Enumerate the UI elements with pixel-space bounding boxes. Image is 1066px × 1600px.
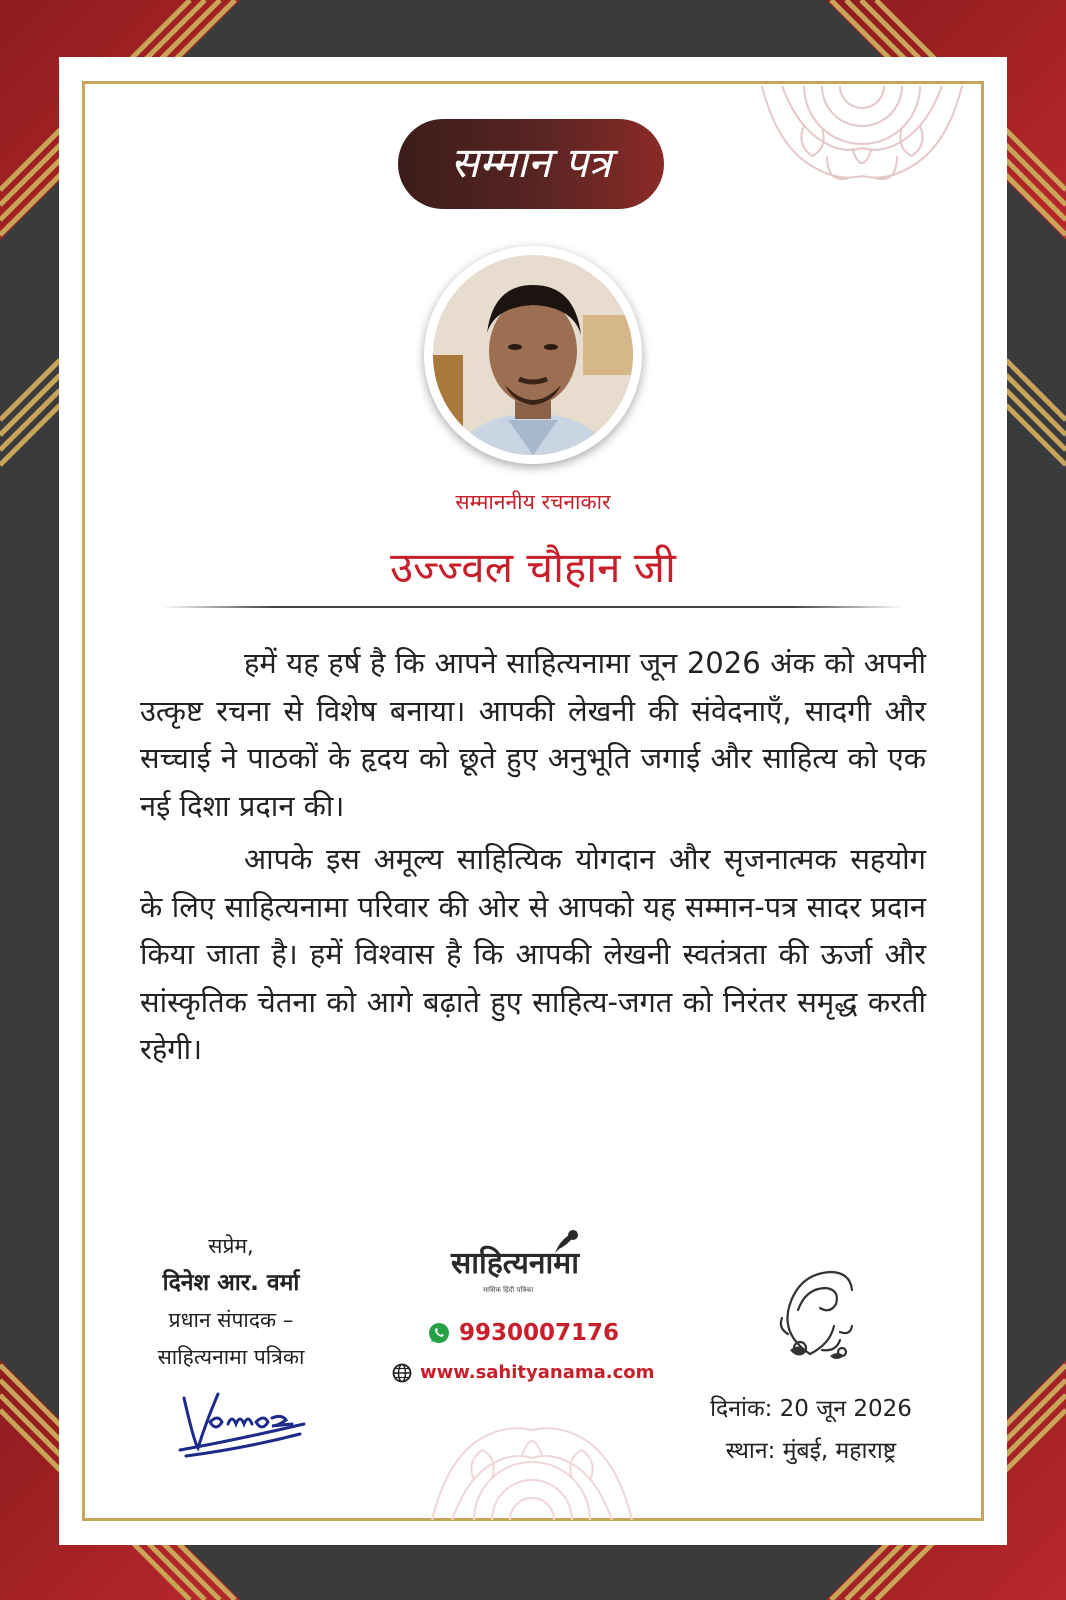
place-text: स्थान: मुंबई, महाराष्ट्र (725, 1438, 897, 1464)
whatsapp-icon (428, 1322, 450, 1344)
website-link[interactable] (392, 1362, 654, 1383)
mandala-icon (742, 86, 982, 206)
signatory-name: दिनेश आर. वर्मा (162, 1270, 300, 1296)
honoree-name: उज्ज्वल चौहान जी (390, 543, 676, 592)
logo-text: साहित्यनामा (451, 1246, 579, 1281)
date-place-block (686, 1388, 936, 1472)
paragraph: हमें यह हर्ष है कि आपने साहित्यनामा जून 2026 अंक को अपनी उत्कृष्ट रचना से विशेष बनाया। आपकी लेखनी की संवेदनाएँ, सादगी और सच्चाई ने पाठकों के हृदय को छूते हुए अनुभूति जगाई और साहित्य को एक नई दिशा प्रदान की। (140, 646, 926, 823)
certificate-title: सम्मान पत्र (398, 119, 664, 209)
logo-tagline: मासिक हिंदी पत्रिका (483, 1286, 534, 1294)
divider-line (162, 606, 904, 608)
mandala-icon (422, 1398, 642, 1520)
certificate-body (140, 640, 926, 1080)
salutation: सप्रेम, (208, 1234, 254, 1258)
sahityanama-logo (443, 1231, 595, 1301)
signatory-designation: प्रधान संपादक – (168, 1308, 294, 1332)
handwritten-signature (176, 1382, 310, 1462)
honoree-photo-frame (424, 246, 642, 464)
honor-subtitle: सम्माननीय रचनाकार (455, 490, 611, 514)
phone-contact[interactable] (428, 1320, 619, 1346)
date-text: दिनांक: 20 जून 2026 (710, 1396, 912, 1422)
signatory-organization: साहित्यनामा पत्रिका (157, 1345, 305, 1369)
honoree-photo (433, 255, 633, 455)
paragraph: आपके इस अमूल्य साहित्यिक योगदान और सृजनात्मक सहयोग के लिए साहित्यनामा परिवार की ओर से आपको यह सम्मान-पत्र सादर प्रदान किया जाता है। हमें विश्वास है कि आपकी लेखनी स्वतंत्रता की ऊर्जा और सांस्कृतिक चेतना को आगे बढ़ाते हुए साहित्य-जगत को निरंतर समृद्ध करती रहेगी। (140, 842, 926, 1066)
globe-icon (392, 1363, 412, 1383)
quill-icon (551, 1227, 581, 1257)
phone-number: 9930007176 (459, 1320, 620, 1346)
signatory-block (118, 1228, 344, 1376)
floral-ornament-icon (770, 1254, 860, 1364)
website-url: www.sahityanama.com (420, 1362, 655, 1383)
